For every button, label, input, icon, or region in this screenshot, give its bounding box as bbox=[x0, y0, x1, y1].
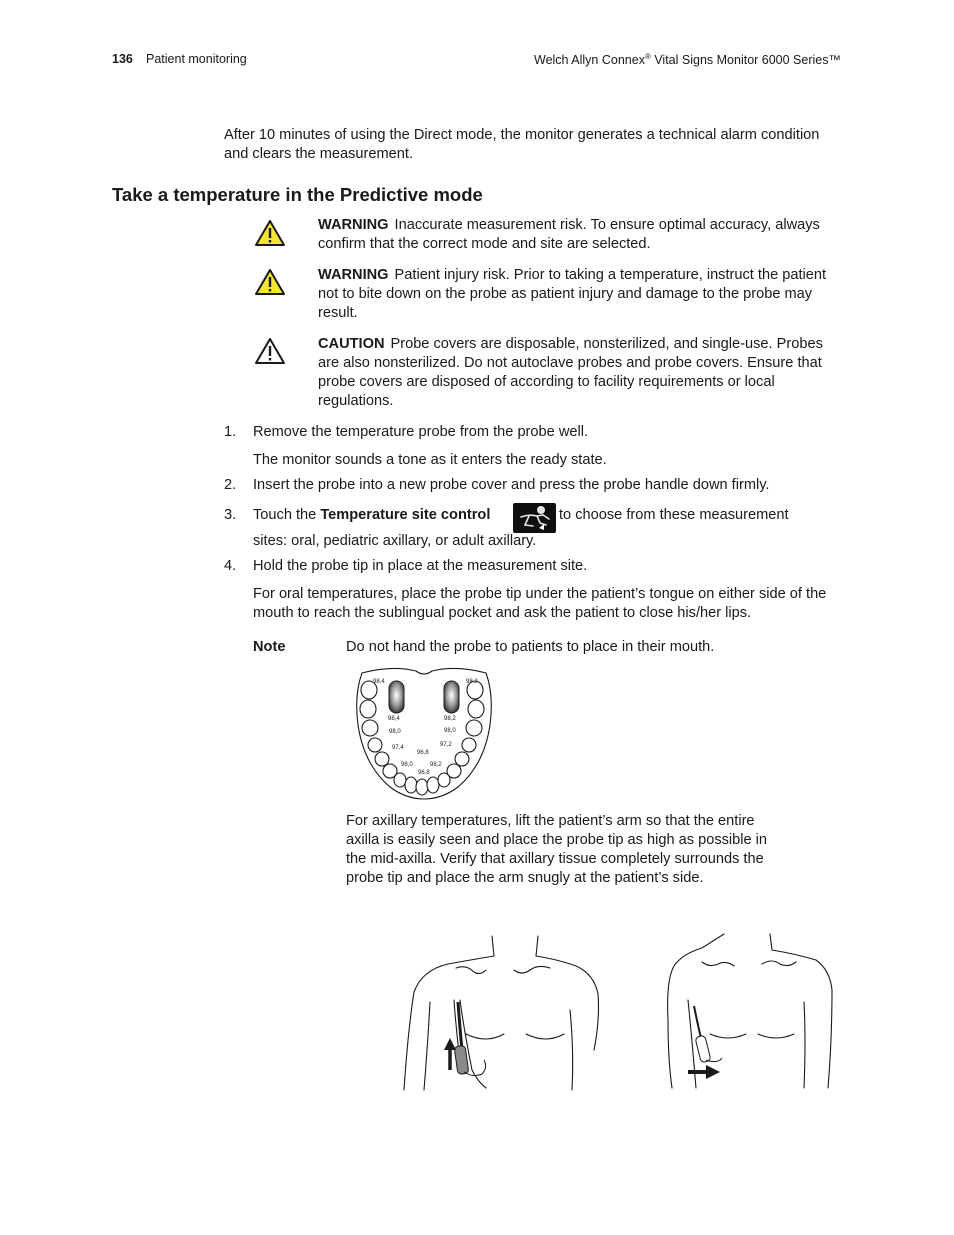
warning-notice-2 bbox=[318, 266, 843, 323]
page-number: 136 bbox=[112, 52, 133, 66]
notice-label: WARNING bbox=[318, 217, 389, 233]
step-text: Hold the probe tip in place at the measurement site. bbox=[253, 558, 588, 574]
title-prefix: Welch Allyn Connex bbox=[534, 53, 645, 67]
step-number: 2. bbox=[224, 477, 237, 493]
warning-yellow-icon bbox=[254, 268, 286, 296]
step-text-after: to choose from these measurement bbox=[559, 507, 789, 523]
step-text-continued: sites: oral, pediatric axillary, or adult axillary. bbox=[253, 533, 537, 549]
mouth-label: 98,4 bbox=[373, 679, 385, 685]
mouth-label: 98,4 bbox=[388, 716, 400, 722]
mouth-label: 96,8 bbox=[417, 750, 429, 756]
notice-text: Patient injury risk. Prior to taking a temperature, instruct the patient not to bite down on the probe as patient injury and damage to the probe may result. bbox=[318, 267, 827, 321]
axillary-lift-arm-illustration bbox=[390, 930, 606, 1095]
temperature-site-control-icon[interactable] bbox=[513, 503, 556, 533]
axillary-lower-arm-illustration bbox=[662, 930, 838, 1095]
intro-paragraph: After 10 minutes of using the Direct mode, the monitor generates a technical alarm condition and clears the measurement. bbox=[224, 127, 820, 162]
mouth-label: 98,2 bbox=[430, 762, 442, 768]
step-text: Remove the temperature probe from the probe well. bbox=[253, 424, 589, 440]
mouth-label: 97,2 bbox=[440, 742, 452, 748]
mouth-label: 98,0 bbox=[444, 728, 456, 734]
step-text: Insert the probe into a new probe cover and press the probe handle down firmly. bbox=[253, 477, 770, 493]
step-subtext: The monitor sounds a tone as it enters the ready state. bbox=[253, 452, 607, 468]
step-number: 1. bbox=[224, 424, 237, 440]
mouth-label: 96,8 bbox=[418, 770, 430, 776]
caution-notice bbox=[318, 335, 843, 411]
step-text-before: Touch the bbox=[253, 507, 321, 523]
section-name: Patient monitoring bbox=[146, 52, 247, 66]
caution-outline-icon bbox=[254, 337, 286, 365]
title-suffix: Vital Signs Monitor 6000 Series™ bbox=[650, 53, 841, 67]
registered-mark: ® bbox=[644, 52, 651, 61]
section-heading: Take a temperature in the Predictive mode bbox=[112, 184, 483, 205]
step-subtext: For oral temperatures, place the probe tip under the patient’s tongue on either side of the mouth to reach the sublingual pocket and ask the patient to close his/her lips. bbox=[253, 586, 827, 621]
notice-label: WARNING bbox=[318, 267, 389, 283]
step-text bbox=[253, 506, 490, 525]
mouth-temperature-diagram bbox=[352, 665, 496, 801]
notice-label: CAUTION bbox=[318, 336, 385, 352]
step-number: 3. bbox=[224, 507, 237, 523]
axillary-paragraph: For axillary temperatures, lift the patient’s arm so that the entire axilla is easily seen and place the probe tip as high as possible in the mid-axilla. Verify that axillary tissue completely surrounds the probe tip and place the arm snugly at the patient’s side. bbox=[346, 813, 768, 886]
warning-notice-1 bbox=[318, 216, 843, 254]
notice-text: Probe covers are disposable, nonsterilized, and single-use. Probes are also nonsterilized. Do not autoclave probes and probe covers. Ensure that probe covers are disposed of according to facility requirements or local regulations. bbox=[318, 336, 823, 409]
control-name: Temperature site control bbox=[320, 507, 491, 523]
note-text: Do not hand the probe to patients to place in their mouth. bbox=[346, 639, 715, 655]
step-number: 4. bbox=[224, 558, 237, 574]
mouth-label: 98,0 bbox=[389, 729, 401, 735]
warning-yellow-icon bbox=[254, 219, 286, 247]
mouth-label: 98,2 bbox=[466, 679, 478, 685]
mouth-label: 97,4 bbox=[392, 745, 404, 751]
document-title bbox=[534, 52, 841, 67]
mouth-label: 98,2 bbox=[444, 716, 456, 722]
note-label: Note bbox=[253, 639, 286, 655]
mouth-label: 98,0 bbox=[401, 762, 413, 768]
notice-text: Inaccurate measurement risk. To ensure optimal accuracy, always confirm that the correct mode and site are selected. bbox=[318, 217, 820, 252]
